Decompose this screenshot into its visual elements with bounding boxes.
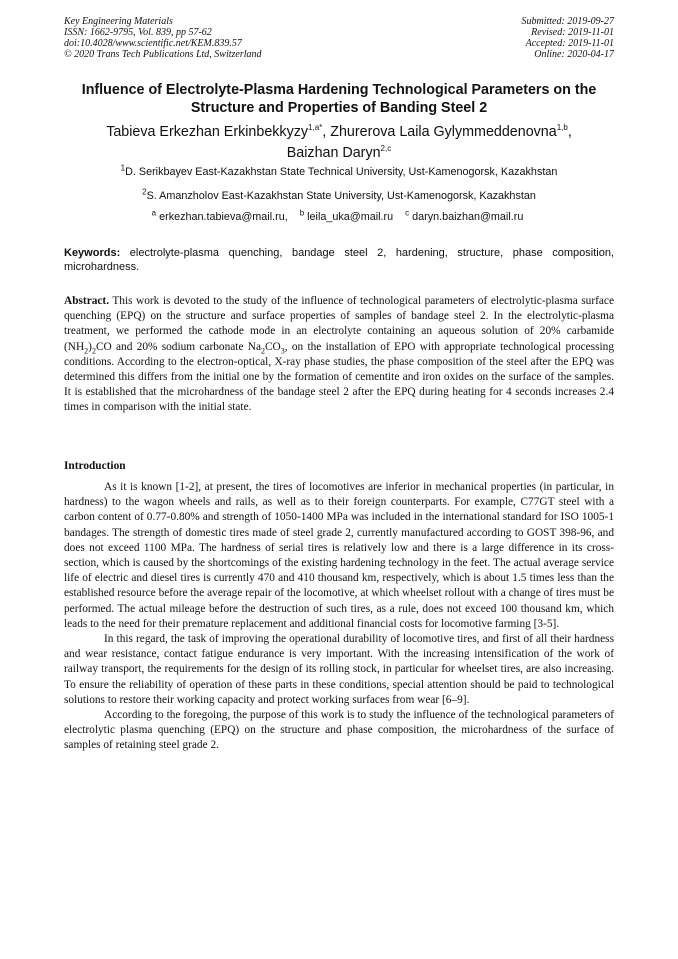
author-superscript: 2,c xyxy=(380,144,392,154)
paper-title: Influence of Electrolyte-Plasma Hardening Technological Parameters on the Structure and Properties of Banding Steel 2 xyxy=(81,82,597,116)
author-superscript: 1,b xyxy=(556,123,568,133)
keywords-label: Keywords: xyxy=(64,247,121,259)
email-address: erkezhan.tabieva@mail.ru, xyxy=(159,211,288,223)
author-name: Baizhan Daryn xyxy=(286,145,381,161)
email-entry xyxy=(299,208,396,223)
journal-info xyxy=(64,16,262,60)
affiliation-mark: 2 xyxy=(142,187,147,197)
affiliation-mark: 1 xyxy=(120,163,126,173)
online-date: Online: 2020-04-17 xyxy=(534,49,614,60)
revised-date: Revised: 2019-11-01 xyxy=(531,27,614,38)
affiliation-text: D. Serikbayev East-Kazakhstan State Technical University, Ust-Kamenogorsk, Kazakhstan xyxy=(125,166,558,178)
author-separator: , xyxy=(322,124,331,140)
abstract-label: Abstract. xyxy=(64,295,110,307)
email-mark: b xyxy=(299,208,305,218)
section-heading: Introduction xyxy=(64,460,126,472)
paragraph: As it is known [1-2], at present, the tires of locomotives are inferior in mechanical properties (in particular, in hardness) to the wagon wheels and rails, as well as to their foreign counterparts. For example, C77GT steel with a carbon content of 0.77-0.80% and strength of 1050-1400 MPa was included in the international standard for ISO 1005-1 bandages. The strength of domestic tires made of steel grade 2, currently manufactured according to GOST 398-96, and does not exceed 1100 MPa. The hardness of serial tires is relatively low and there is a large difference in its cross-section, which is caused by the shortcomings of the existing hardening technology in the feet. The actual average service life of electric and diesel tires is currently 470 and 410 thousand km, respectively, which is about 1.5 times less than the established resource before the average repair of the locomotive, at which wheelset rollout with a change of tires must be performed. The actual mileage before the destruction of such tires, as a rule, does not exceed 100 thousand km, which leads to the need for their premature replacement and additional financial costs for locomotive farming [3-5]. xyxy=(64,481,614,630)
subscript: 2 xyxy=(84,345,89,355)
affiliation-text: S. Amanzholov East-Kazakhstan State University, Ust-Kamenogorsk, Kazakhstan xyxy=(146,190,536,202)
subscript: 2 xyxy=(91,345,96,355)
publication-dates xyxy=(522,16,615,60)
author-name: Tabieva Erkezhan Erkinbekkyzy xyxy=(106,124,309,140)
accepted-date: Accepted: 2019-11-01 xyxy=(525,38,614,49)
author-list xyxy=(56,122,622,164)
email-mark: a xyxy=(151,208,157,218)
affiliation xyxy=(56,187,622,203)
subscript: 2 xyxy=(260,345,265,355)
paragraph: According to the foregoing, the purpose of this work is to study the influence of the technological parameters of electrolytic plasma quenching (EPQ) on the structure and phase composition, the microhardness of the surface of samples of retaining steel grade 2. xyxy=(64,709,614,752)
keywords-section xyxy=(64,246,614,274)
email-entry xyxy=(405,208,526,223)
doi: doi:10.4028/www.scientific.net/KEM.839.57 xyxy=(64,38,242,49)
email-list xyxy=(56,208,622,224)
email-mark: c xyxy=(405,208,410,218)
author-separator: , xyxy=(567,124,572,140)
introduction-section xyxy=(64,480,614,754)
email-address: leila_uka@mail.ru xyxy=(307,211,394,223)
affiliation xyxy=(56,163,622,179)
submitted-date: Submitted: 2019-09-27 xyxy=(521,16,614,27)
paragraph: In this regard, the task of improving the operational durability of locomotive tires, and first of all their hardness and wear resistance, contact fatigue endurance is very important. With the increasing intensification of the work of railway transport, the requirements for the design of its rolling stock, in particular for wheelset tires, are also increasing. To ensure the reliability of operation of these parts in these conditions, special attention should be paid to technological solutions to restore their working capacity and protect working surfaces from wear [6–9]. xyxy=(64,633,614,706)
abstract-text: CO and 20% sodium carbonate Na xyxy=(95,340,261,353)
abstract-text: ) xyxy=(88,340,92,353)
abstract-section xyxy=(64,294,614,416)
keywords-text: electrolyte-plasma quenching, bandage steel 2, hardening, structure, phase composition, microhardness. xyxy=(64,247,614,273)
abstract-text: CO xyxy=(264,340,281,353)
copyright: © 2020 Trans Tech Publications Ltd, Switzerland xyxy=(64,49,262,60)
abstract-text: This work is devoted to the study of the influence of technological parameters of electrolytic-plasma surface quenching (EPQ) on the structure and surface properties of samples of bandage steel 2. In the electrolytic-plasma treatment, we performed the cathode mode in an electrolyte containing an aqueous solution of 20% carbamide (NH xyxy=(64,295,614,353)
abstract-text: , on the installation of EPO with appropriate technological processing conditions. According to the electron-optical, X-ray phase studies, the phase composition of the steel after the EPQ was determined this differs from the initial one by the formation of cementite and iron oxides on the surface of the samples. It is established that the microhardness of the bandage steel 2 after the EPQ during heating for 4 seconds increases 2.4 times in comparison with the initial state. xyxy=(64,340,614,414)
issn: ISSN: 1662-9795, Vol. 839, pp 57-62 xyxy=(64,27,212,38)
author-name: Zhurerova Laila Gylymmeddenovna xyxy=(330,124,557,140)
email-address: daryn.baizhan@mail.ru xyxy=(412,211,524,223)
email-entry xyxy=(151,208,291,223)
author-superscript: 1,a* xyxy=(308,123,323,133)
journal-name: Key Engineering Materials xyxy=(64,16,173,27)
subscript: 3 xyxy=(280,345,285,355)
